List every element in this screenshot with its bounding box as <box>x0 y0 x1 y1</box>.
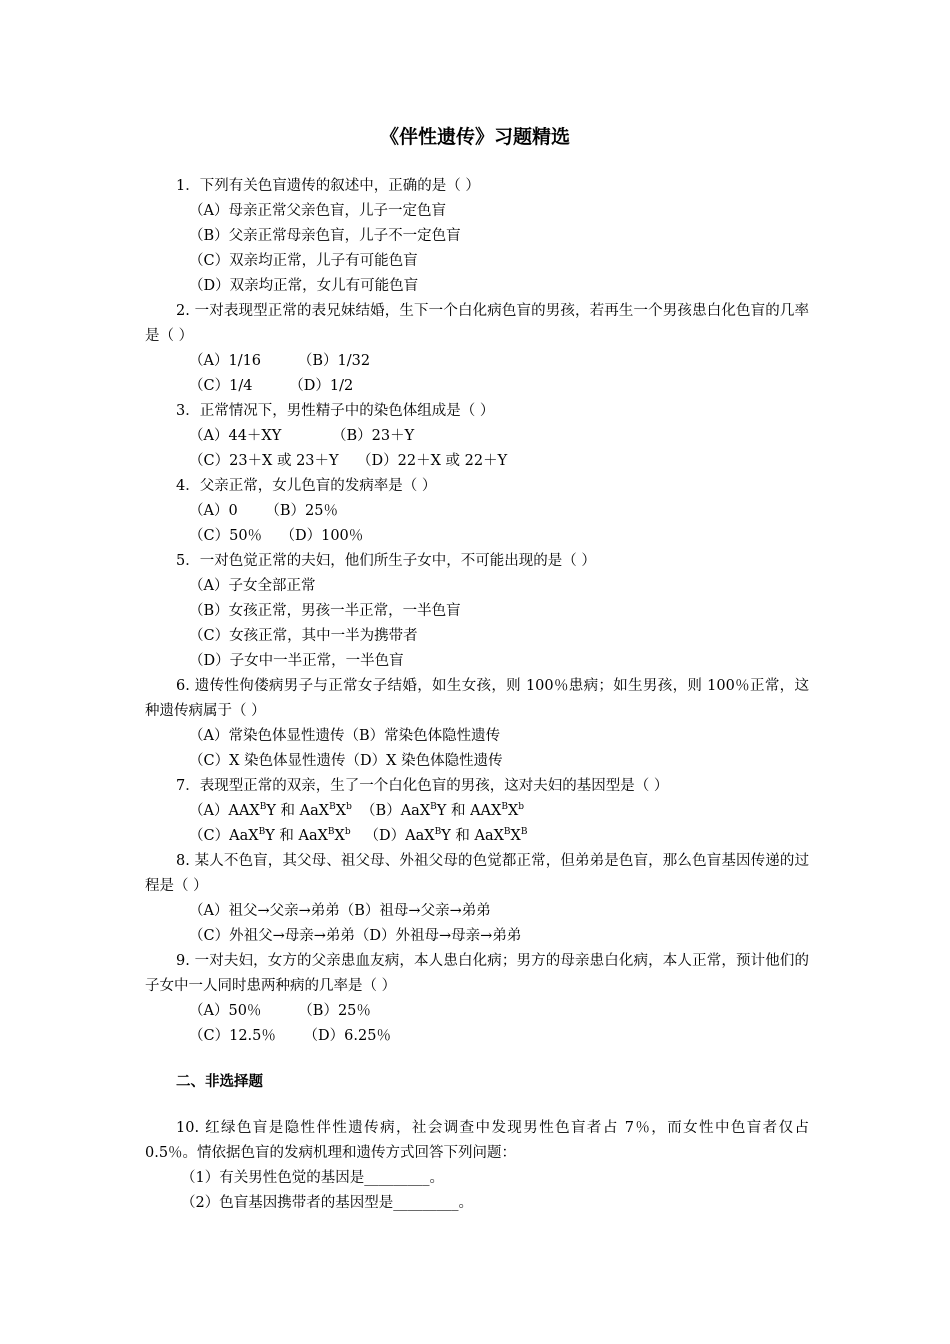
option: （C）外祖父→母亲→弟弟（D）外祖母→母亲→弟弟 <box>189 928 522 944</box>
option-label: （B） <box>361 803 401 819</box>
option: （C）23＋X 或 23＋Y （D）22＋X 或 22＋Y <box>189 453 508 469</box>
question-stem: 6. 遗传性佝偻病男子与正常女子结婚，如生女孩，则 100％患病；如生男孩，则 100％正常，这种遗传病属于（ ） <box>145 678 809 719</box>
option: （C）女孩正常，其中一半为携带者 <box>189 628 418 644</box>
option: （C）50％ （D）100％ <box>189 528 364 544</box>
question-stem: 8. 某人不色盲，其父母、祖父母、外祖父母的色觉都正常，但弟弟是色盲，那么色盲基因传递的过程是（ ） <box>145 853 809 894</box>
section-heading: 二、非选择题 <box>176 1074 263 1090</box>
question-stem: 1．下列有关色盲遗传的叙述中，正确的是（ ） <box>176 178 480 194</box>
option: （B）父亲正常母亲色盲，儿子不一定色盲 <box>189 228 461 244</box>
option: （B）女孩正常，男孩一半正常，一半色盲 <box>189 603 461 619</box>
option: （A）祖父→父亲→弟弟（B）祖母→父亲→弟弟 <box>189 903 491 919</box>
option: （A）44＋XY （B）23＋Y <box>189 428 415 444</box>
option: （D）双亲均正常，女儿有可能色盲 <box>189 278 419 294</box>
sub-question: （1）有关男性色觉的基因是_________。 <box>181 1170 444 1186</box>
option: （C）双亲均正常，儿子有可能色盲 <box>189 253 418 269</box>
option: （C）AaX$^B$Y 和 $AaX^BX^b$ （D）AaX$^B$Y 和 $AaX^BX^B$ <box>189 827 528 844</box>
page-title: 《伴性遗传》习题精选 <box>379 126 570 148</box>
option-label: （A） <box>189 803 229 819</box>
sub-question: （2）色盲基因携带者的基因型是_________。 <box>181 1195 473 1211</box>
question-stem: 5．一对色觉正常的夫妇，他们所生子女中，不可能出现的是（ ） <box>176 553 596 569</box>
question-stem: 9. 一对夫妇，女方的父亲患血友病，本人患白化病；男方的母亲患白化病，本人正常，预计他们的子女中一人同时患两种病的几率是（ ） <box>145 953 809 994</box>
option: $(A)AAX^BY$ 和 $AaX^BX^b$ （B）AaX$^B$Y 和 $AAX^BX^b$ <box>189 802 525 819</box>
option: （C）12.5％ （D）6.25％ <box>189 1028 391 1044</box>
question-stem: 3．正常情况下，男性精子中的染色体组成是（ ） <box>176 403 495 419</box>
option: （A）50％ （B）25％ <box>189 1003 371 1019</box>
question-stem: 2. 一对表现型正常的表兄妹结婚，生下一个白化病色盲的男孩，若再生一个男孩患白化色盲的几率是（ ） <box>145 303 809 344</box>
question-stem: 7．表现型正常的双亲，生了一个白化色盲的男孩，这对夫妇的基因型是（ ） <box>176 778 669 794</box>
option: （A）母亲正常父亲色盲，儿子一定色盲 <box>189 203 446 219</box>
option-label: （C） <box>189 828 230 844</box>
question-stem: 10. 红绿色盲是隐性伴性遗传病，社会调查中发现男性色盲者占 7％，而女性中色盲者仅占 0.5％。情依据色盲的发病机理和遗传方式回答下列问题： <box>145 1120 809 1161</box>
option: （D）子女中一半正常，一半色盲 <box>189 653 404 669</box>
option: （A）0 （B）25％ <box>189 503 338 519</box>
option: （C）X 染色体显性遗传（D）X 染色体隐性遗传 <box>189 753 503 769</box>
option: （A）子女全部正常 <box>189 578 316 594</box>
option: （A）1/16 （B）1/32 <box>189 353 371 369</box>
option: （C）1/4 （D）1/2 <box>189 378 354 394</box>
option-label: （D） <box>364 828 406 844</box>
question-list <box>145 174 809 1216</box>
option: （A）常染色体显性遗传（B）常染色体隐性遗传 <box>189 728 501 744</box>
question-stem: 4．父亲正常，女儿色盲的发病率是（ ） <box>176 478 437 494</box>
